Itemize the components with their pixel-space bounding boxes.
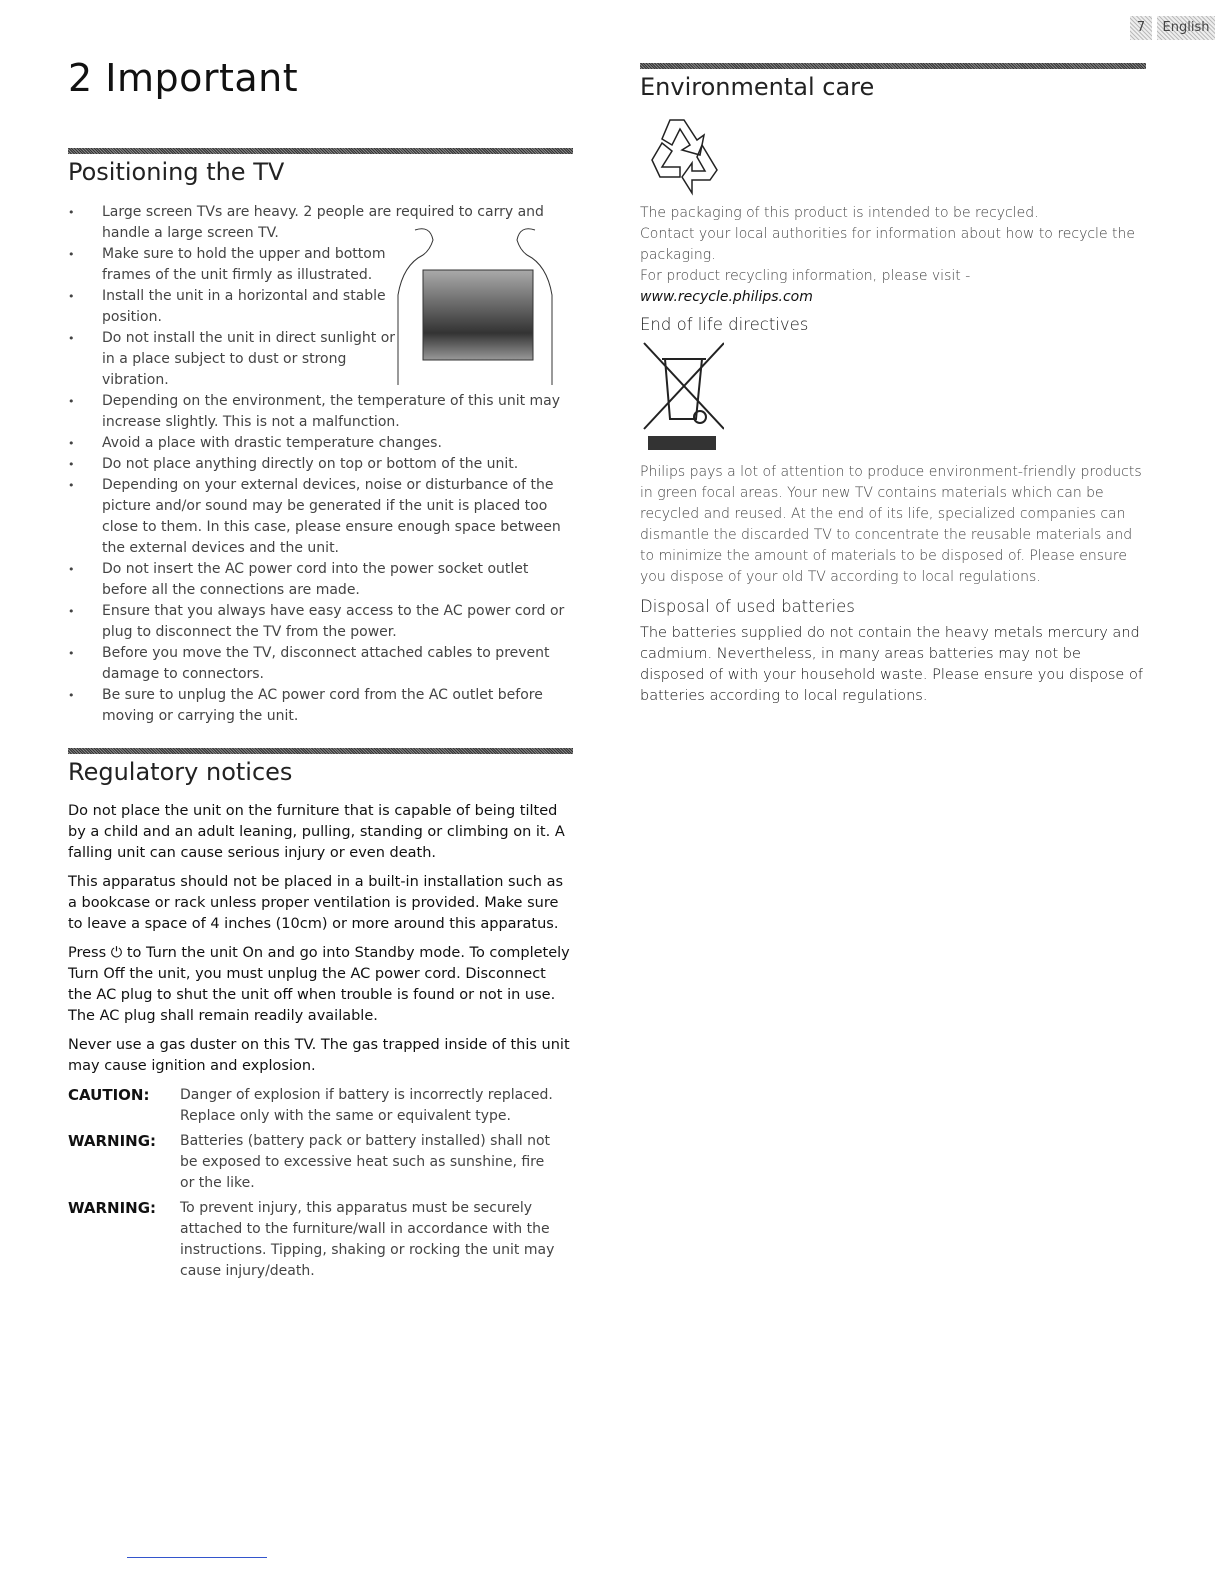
warning-label: WARNING: (68, 1199, 157, 1217)
positioning-heading: Positioning the TV (68, 158, 285, 186)
section-divider (68, 148, 573, 154)
list-item: • Do not insert the AC power cord into the power socket outlet before all the connections are made. (68, 559, 568, 601)
warning-notice (68, 1198, 573, 1282)
crossed-bin-icon (640, 341, 724, 451)
footer-line (127, 1557, 267, 1558)
list-item: • Do not place anything directly on top or bottom of the unit. (68, 454, 568, 475)
eol-text: Philips pays a lot of attention to produce environment-friendly products in green focal areas. Your new TV contains materials which can be recycled and reused. At the end of its life, specialized companies can dismantle the discarded TV to concentrate the reusable materials and to minimize the amount of materials to be disposed of. Please ensure you dispose of your old TV according to local regulations. (640, 464, 1142, 585)
list-item: • Do not install the unit in direct sunlight or in a place subject to dust or strong vibration. (68, 328, 398, 391)
page-number: 7 (1130, 16, 1152, 40)
list-item: • Depending on the environment, the temperature of this unit may increase slightly. This is not a malfunction. (68, 391, 568, 433)
paragraph: Do not place the unit on the furniture that is capable of being tilted by a child and an adult leaning, pulling, standing or climbing on it. A falling unit can cause serious injury or even death. (68, 803, 565, 861)
regulatory-body (68, 801, 573, 1286)
page-title: 2 Important (68, 56, 299, 100)
section-divider (640, 63, 1146, 69)
recycle-icon (642, 115, 726, 197)
list-item: • Large screen TVs are heavy. 2 people are required to carry and handle a large screen TV. (68, 202, 568, 244)
paragraph: Never use a gas duster on this TV. The gas trapped inside of this unit may cause ignition and explosion. (68, 1037, 570, 1074)
warning-label: WARNING: (68, 1132, 157, 1150)
list-item: • Before you move the TV, disconnect attached cables to prevent damage to connectors. (68, 643, 568, 685)
warning-text: Batteries (battery pack or battery installed) shall not be exposed to excessive heat such as sunshine, fire or the like. (180, 1133, 551, 1191)
environment-heading: Environmental care (640, 73, 875, 101)
paragraph: This apparatus should not be placed in a built-in installation such as a bookcase or rack unless proper ventilation is provided. Make sure to leave a space of 4 inches (10cm) or more around this apparatus. (68, 874, 564, 932)
recycle-line: Contact your local authorities for information about how to recycle the packaging. (640, 226, 1135, 263)
recycle-line: For product recycling information, please visit - (640, 268, 971, 284)
warning-notice (68, 1131, 573, 1194)
eol-heading: End of life directives (640, 315, 809, 334)
batteries-text: The batteries supplied do not contain the heavy metals mercury and cadmium. Nevertheless, in many areas batteries may not be disposed of with your household waste. Please ensure you dispose of batteries according to local regulations. (640, 625, 1143, 704)
warning-label: CAUTION: (68, 1086, 150, 1104)
list-item: • Ensure that you always have easy access to the AC power cord or plug to disconnect the TV from the power. (68, 601, 568, 643)
tv-carrying-illustration (385, 225, 575, 385)
warning-text: To prevent injury, this apparatus must be securely attached to the furniture/wall in accordance with the instructions. Tipping, shaking or rocking the unit may cause injury/death. (180, 1200, 555, 1279)
list-item: • Make sure to hold the upper and bottom frames of the unit firmly as illustrated. (68, 244, 398, 286)
list-item: • Be sure to unplug the AC power cord from the AC outlet before moving or carrying the unit. (68, 685, 568, 727)
list-item: • Avoid a place with drastic temperature changes. (68, 433, 568, 454)
recycle-link[interactable]: www.recycle.philips.com (640, 289, 813, 305)
regulatory-heading: Regulatory notices (68, 758, 293, 786)
environment-text (640, 203, 1146, 715)
batteries-heading: Disposal of used batteries (640, 597, 855, 616)
list-item: • Depending on your external devices, noise or disturbance of the picture and/or sound may be generated if the unit is placed too close to them. In this case, please ensure enough space between the external devices and the unit. (68, 475, 568, 559)
recycle-line: The packaging of this product is intended to be recycled. (640, 205, 1039, 221)
language-tab: English (1157, 16, 1215, 40)
caution-notice (68, 1085, 573, 1127)
paragraph: Press ⏻ to Turn the unit On and go into Standby mode. To completely Turn Off the unit, you must unplug the AC power cord. Disconnect the AC plug to shut the unit off when trouble is found or not in use. The AC plug shall remain readily available. (68, 945, 570, 1024)
warning-text: Danger of explosion if battery is incorrectly replaced. Replace only with the same or equivalent type. (180, 1087, 553, 1124)
section-divider (68, 748, 573, 754)
list-item: • Install the unit in a horizontal and stable position. (68, 286, 398, 328)
